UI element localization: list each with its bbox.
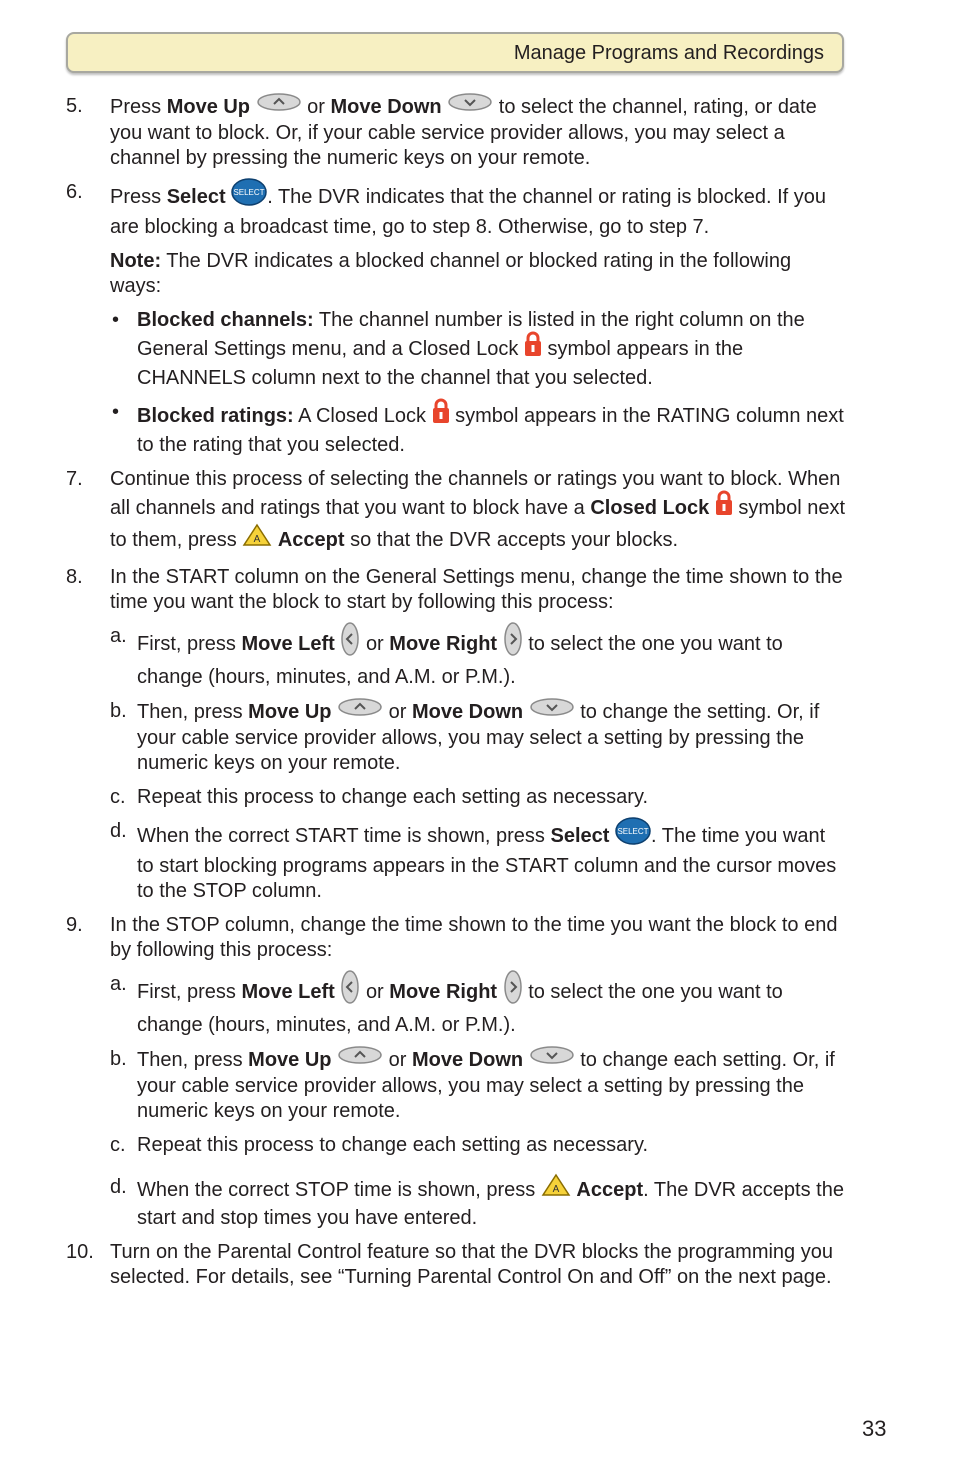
select-icon-text: SELECT bbox=[233, 188, 265, 197]
step-number: 7. bbox=[66, 468, 83, 490]
move-down-label: Move Down bbox=[330, 95, 442, 118]
select-label: Select bbox=[166, 185, 226, 208]
left-arrow-icon bbox=[340, 622, 360, 663]
bullet-blocked-ratings: • Blocked ratings: A Closed Lock symbol appears in the RATING column next to the rating that you selected. bbox=[110, 400, 846, 458]
select-button-icon bbox=[615, 817, 651, 852]
accept-label: Accept bbox=[277, 528, 345, 551]
page-header-title: Manage Programs and Recordings bbox=[513, 42, 824, 64]
substep-a: a. First, press Move Left or Move Right to select the one you want to change (hours, minutes, and A.M. or P.M.). bbox=[110, 972, 846, 1038]
down-arrow-icon bbox=[447, 92, 493, 119]
accept-button-icon bbox=[541, 1173, 571, 1204]
step-6: 6. Press Select SELECT . The DVR indicates that the channel or rating is blocked. If you are blocking a broadcast time, go to step 8. Otherwise, go to step 7. Note: The DVR indicates a blocked channel or blocked rating in the following ways: • Blocked channels: The channel number is listed in the right column on the General Settings menu, and a Closed Lock symbol appears in the CHANNELS column next to the channel that you selected. • Blocked ratings: A Closed Lock symbol appears in the RATING column next to the rating that you selected. bbox=[66, 180, 846, 458]
step-number: 5. bbox=[66, 95, 83, 117]
step-number: 9. bbox=[66, 914, 83, 936]
step-9: 9. In the STOP column, change the time shown to the time you want the block to end by following this process: a. First, press Move Left or Move Right to select the one you want to change (hours, minutes, and A.M. or P.M.). b. Then, press Move Up or Move Down to change each setting. Or, if your cable service provider allows, you may select a setting by pressing the numeric keys on your remote. c. Repeat this process to change each setting as necessary. d. When the correct STOP time is shown, press A Accept. The DVR accepts the start and stop times you have entered. bbox=[66, 913, 846, 1231]
svg-text:A: A bbox=[253, 534, 261, 545]
up-arrow-icon bbox=[337, 697, 383, 724]
step-5: 5. Press Move Up or Move Down to select the channel, rating, or date you want to block. Or, if your cable service provider allows, you may select a channel by pressing the numeric keys on your remote. bbox=[66, 94, 846, 171]
up-arrow-icon bbox=[256, 92, 302, 119]
left-arrow-icon bbox=[340, 970, 360, 1011]
closed-lock-icon bbox=[715, 490, 733, 523]
step-10: 10. Turn on the Parental Control feature so that the DVR blocks the programming you selected. For details, see “Turning Parental Control On and Off” on the next page. bbox=[66, 1241, 833, 1288]
svg-text:SELECT: SELECT bbox=[617, 827, 649, 836]
substep-b: b. Then, press Move Up or Move Down to change the setting. Or, if your cable service provider allows, you may select a setting by pressing the numeric keys on your remote. bbox=[110, 699, 846, 776]
up-arrow-icon bbox=[337, 1045, 383, 1072]
substep-b: b. Then, press Move Up or Move Down to change each setting. Or, if your cable service provider allows, you may select a setting by pressing the numeric keys on your remote. bbox=[110, 1047, 846, 1124]
right-arrow-icon bbox=[503, 970, 523, 1011]
svg-text:A: A bbox=[552, 1184, 560, 1195]
down-arrow-icon bbox=[529, 697, 575, 724]
substep-d: d. When the correct START time is shown, press Select SELECT . The time you want to start blocking programs appears in the START column and the cursor moves to the STOP column. bbox=[110, 819, 846, 904]
closed-lock-icon bbox=[524, 331, 542, 364]
page-number: 33 bbox=[862, 1416, 887, 1441]
instructions-body bbox=[66, 94, 846, 1299]
right-arrow-icon bbox=[503, 622, 523, 663]
step-number: 8. bbox=[66, 566, 83, 588]
down-arrow-icon bbox=[529, 1045, 575, 1072]
substep-c: c. Repeat this process to change each setting as necessary. bbox=[110, 1134, 649, 1156]
substep-c: c. Repeat this process to change each setting as necessary. bbox=[110, 786, 649, 808]
step-number: 10. bbox=[66, 1241, 94, 1263]
step-number: 6. bbox=[66, 181, 83, 203]
select-button-icon bbox=[231, 178, 267, 213]
substep-a: a. First, press Move Left or Move Right to select the one you want to change (hours, minutes, and A.M. or P.M.). bbox=[110, 624, 846, 690]
step-7: 7. Continue this process of selecting the channels or ratings you want to block. When all channels and ratings that you want to block have a Closed Lock symbol next to them, press A Accept so that the DVR accepts your blocks. bbox=[66, 467, 846, 556]
step-8: 8. In the START column on the General Settings menu, change the time shown to the time you want the block to start by following this process: a. First, press Move Left or Move Right to select the one you want to change (hours, minutes, and A.M. or P.M.). b. Then, press Move Up or Move Down to change the setting. Or, if your cable service provider allows, you may select a setting by pressing the numeric keys on your remote. c. Repeat this process to change each setting as necessary. d. When the correct START time is shown, press Select SELECT . The time you want to start blocking programs appears in the START column and the cursor moves to the STOP column. bbox=[66, 565, 846, 904]
closed-lock-icon bbox=[432, 398, 450, 431]
note-label: Note: bbox=[110, 250, 162, 272]
bullet-blocked-channels: • Blocked channels: The channel number is listed in the right column on the General Settings menu, and a Closed Lock symbol appears in the CHANNELS column next to the channel that you selected. bbox=[112, 309, 805, 389]
accept-button-icon bbox=[242, 523, 272, 554]
substep-d: d. When the correct STOP time is shown, press A Accept. The DVR accepts the start and stop times you have entered. bbox=[110, 1175, 846, 1231]
move-up-label: Move Up bbox=[166, 95, 251, 118]
page-header-bar bbox=[66, 32, 844, 73]
